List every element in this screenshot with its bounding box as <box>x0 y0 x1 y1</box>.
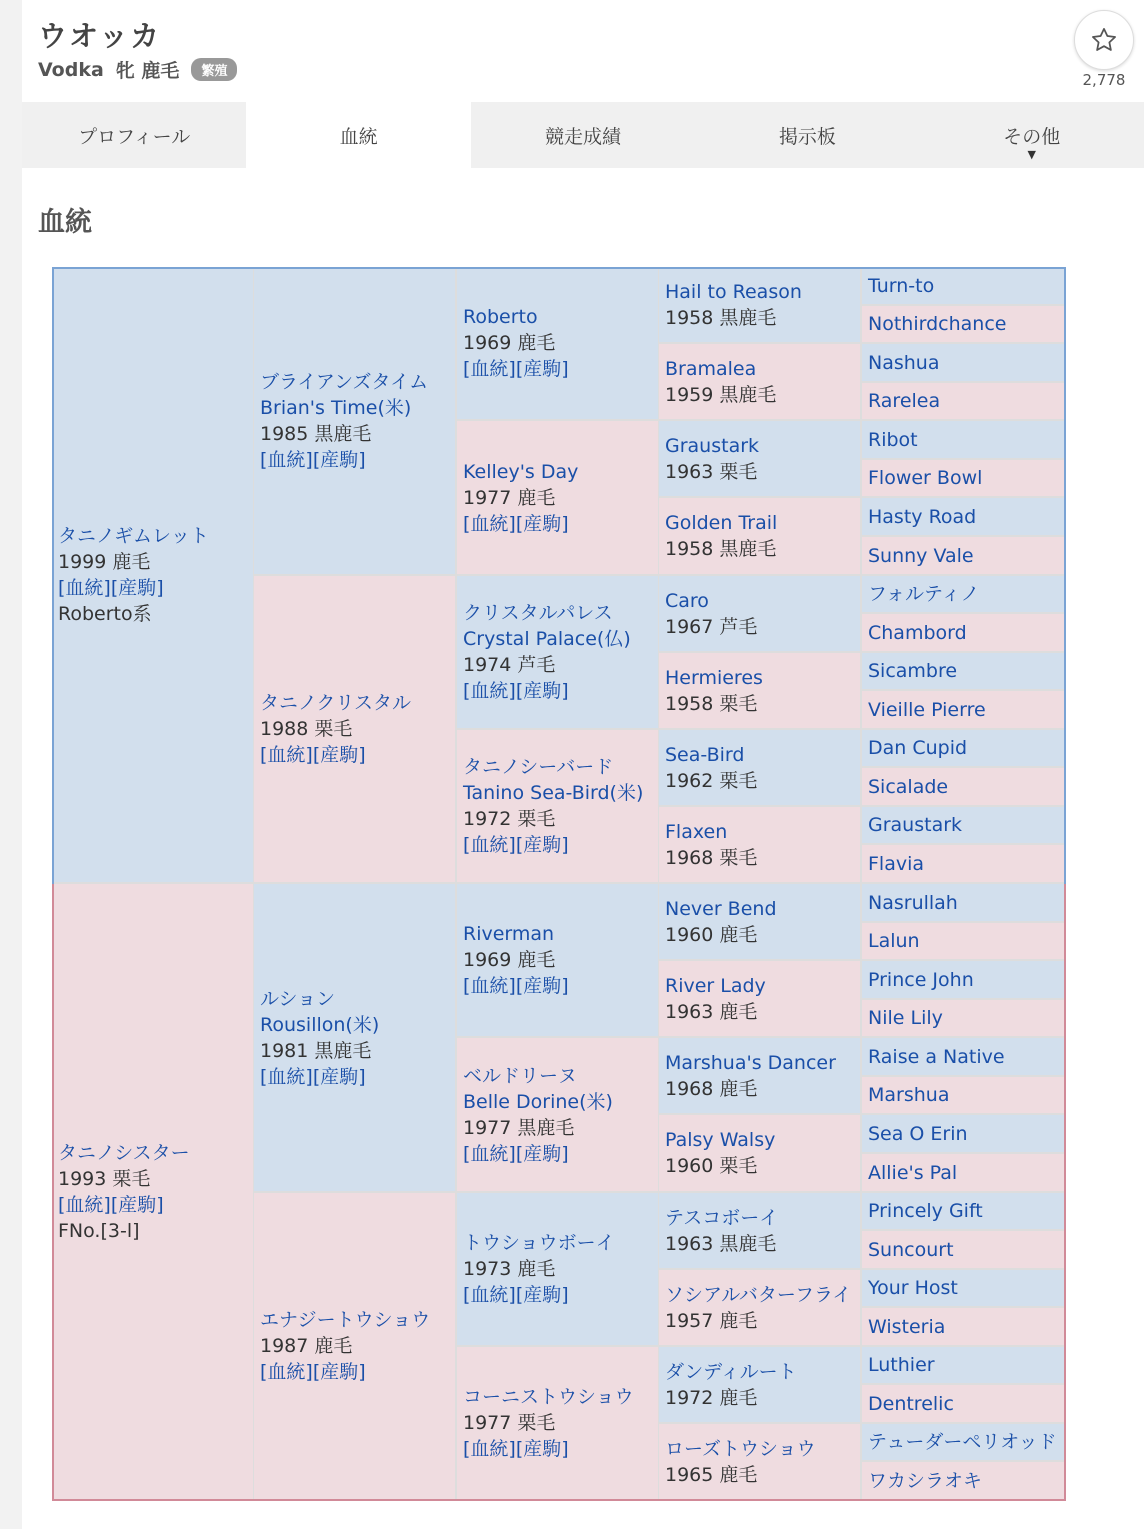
horse-details <box>116 56 180 83</box>
tab-profile[interactable] <box>22 102 246 168</box>
pedigree-cell-content <box>58 523 251 627</box>
pedigree-text: 1988 栗毛 <box>260 718 353 740</box>
pedigree-link[interactable]: Nasrullah <box>868 891 958 914</box>
tab-other[interactable] <box>920 102 1144 168</box>
pedigree-cell-gen4 <box>659 498 860 574</box>
pedigree-link[interactable]: Crystal Palace(仏) <box>463 628 631 650</box>
pedigree-link[interactable]: Sunny Vale <box>868 544 974 567</box>
pedigree-cell-gen1 <box>52 884 253 1499</box>
pedigree-cell-content <box>463 1384 656 1462</box>
pedigree-cell-gen4 <box>659 730 860 805</box>
pedigree-link[interactable]: Graustark <box>665 434 760 457</box>
pedigree-link[interactable]: コーニストウショウ <box>463 1386 634 1408</box>
pedigree-cell-content <box>665 1436 858 1488</box>
pedigree-cell-content <box>665 510 858 562</box>
favorite-button[interactable] <box>1074 10 1134 70</box>
pedigree-cell-gen5 <box>862 537 1064 574</box>
pedigree-link[interactable]: Raise a Native <box>868 1045 1005 1068</box>
pedigree-cell-content <box>868 543 1062 569</box>
pedigree-cell-gen5 <box>862 653 1064 689</box>
pedigree-link[interactable]: タニノシーバード <box>463 756 614 778</box>
pedigree-link[interactable]: Your Host <box>868 1277 958 1299</box>
pedigree-cell-content <box>868 311 1062 337</box>
pedigree-link[interactable]: エナジートウショウ <box>260 1309 431 1331</box>
pedigree-cell-content <box>665 1127 858 1179</box>
pedigree-cell-gen5 <box>862 1038 1064 1075</box>
pedigree-link[interactable]: Allie's Pal <box>868 1161 958 1184</box>
pedigree-link[interactable]: Palsy Walsy <box>665 1129 776 1151</box>
pedigree-cell-content <box>665 665 858 717</box>
pedigree-cell-gen5 <box>862 460 1064 496</box>
pedigree-link[interactable]: Flavia <box>868 852 925 875</box>
pedigree-cell-gen5 <box>862 1347 1064 1383</box>
pedigree-cell-content <box>868 620 1062 646</box>
pedigree-text: 1987 鹿毛 <box>260 1335 353 1357</box>
pedigree-link[interactable]: [血統][産駒] <box>260 744 366 766</box>
tab-race-results[interactable] <box>471 102 695 168</box>
horse-name-en: Vodka <box>38 58 104 81</box>
pedigree-text: 1957 鹿毛 <box>665 1309 758 1332</box>
pedigree-cell-content <box>463 459 656 537</box>
pedigree-cell-content <box>260 369 453 473</box>
pedigree-cell-content <box>868 1314 1062 1340</box>
pedigree-cell-content <box>665 433 858 485</box>
pedigree-cell-gen5 <box>862 961 1064 998</box>
pedigree-cell-content <box>868 388 1062 414</box>
pedigree-link[interactable]: [血統][産駒] <box>463 512 569 535</box>
pedigree-cell-content <box>463 1063 656 1167</box>
pedigree-cell-content <box>868 350 1062 376</box>
pedigree-cell-content <box>665 896 858 948</box>
pedigree-link[interactable]: Bramalea <box>665 357 757 380</box>
pedigree-link[interactable]: [血統][産駒] <box>463 1142 569 1165</box>
pedigree-text: 1973 鹿毛 <box>463 1258 556 1280</box>
pedigree-cell-gen4 <box>659 344 860 419</box>
pedigree-cell-content <box>58 1140 251 1244</box>
pedigree-cell-content <box>868 1082 1062 1108</box>
pedigree-text: 1959 黒鹿毛 <box>665 383 777 406</box>
pedigree-link[interactable]: Lalun <box>868 930 920 952</box>
pedigree-cell-gen5 <box>862 1000 1064 1036</box>
pedigree-link[interactable]: ベルドリーヌ <box>463 1064 578 1087</box>
pedigree-text: FNo.[3-l] <box>58 1219 140 1242</box>
pedigree-cell-gen4 <box>659 961 860 1036</box>
pedigree-link[interactable]: Dentrelic <box>868 1392 954 1415</box>
pedigree-cell-gen5 <box>862 691 1064 728</box>
pedigree-cell-content <box>868 1198 1062 1224</box>
pedigree-link[interactable]: ルション <box>260 987 336 1010</box>
pedigree-cell-gen5 <box>862 344 1064 381</box>
pedigree-cell-gen3 <box>457 576 658 728</box>
pedigree-link[interactable]: Wisteria <box>868 1315 946 1338</box>
horse-coat: 鹿毛 <box>141 60 180 82</box>
pedigree-cell-content <box>868 774 1062 800</box>
tab-label: 競走成績 <box>544 125 621 148</box>
pedigree-cell-content <box>868 697 1062 723</box>
pedigree-cell-content <box>868 1352 1062 1378</box>
pedigree-cell-gen5 <box>862 923 1064 959</box>
pedigree-link[interactable]: ワカシラオキ <box>868 1469 983 1492</box>
pedigree-cell-gen5 <box>862 1115 1064 1152</box>
pedigree-link[interactable]: Hasty Road <box>868 505 977 528</box>
pedigree-link[interactable]: Hermieres <box>665 666 763 689</box>
pedigree-cell-gen5 <box>862 730 1064 766</box>
pedigree-link[interactable]: Nashua <box>868 351 940 374</box>
pedigree-link[interactable]: Nile Lily <box>868 1007 943 1029</box>
pedigree-cell-content <box>868 1429 1062 1455</box>
pedigree-table <box>52 267 1066 1501</box>
pedigree-cell-content <box>665 1359 858 1411</box>
pedigree-link[interactable]: Rarelea <box>868 390 941 412</box>
pedigree-text: 1985 黒鹿毛 <box>260 422 372 445</box>
pedigree-text: 1958 栗毛 <box>665 692 758 715</box>
pedigree-link[interactable]: Flaxen <box>665 820 728 843</box>
pedigree-link[interactable]: ローズトウショウ <box>665 1437 816 1460</box>
pedigree-cell-gen5 <box>862 1077 1064 1113</box>
page <box>22 0 1144 1529</box>
tab-bar <box>22 102 1144 168</box>
pedigree-link[interactable]: トウショウボーイ <box>463 1232 615 1254</box>
pedigree-link[interactable]: ブライアンズタイム <box>260 370 429 393</box>
pedigree-link[interactable]: Sicalade <box>868 775 949 798</box>
pedigree-cell-content <box>868 851 1062 877</box>
pedigree-link[interactable]: Never Bend <box>665 897 777 920</box>
pedigree-link[interactable]: River Lady <box>665 974 766 997</box>
pedigree-cell-gen3 <box>457 1193 658 1345</box>
pedigree-cell-gen4 <box>659 1115 860 1191</box>
pedigree-cell-content <box>868 1160 1062 1186</box>
pedigree-cell-content <box>868 658 1062 684</box>
pedigree-link[interactable]: [血統][産駒] <box>260 448 366 471</box>
pedigree-link[interactable]: Nothirdchance <box>868 313 1007 335</box>
pedigree-cell-content <box>868 581 1062 607</box>
pedigree-link[interactable]: Sea-Bird <box>665 743 745 766</box>
pedigree-cell-gen4 <box>659 1347 860 1422</box>
pedigree-link[interactable]: [血統][産駒] <box>260 1065 366 1088</box>
pedigree-link[interactable]: Dan Cupid <box>868 737 968 759</box>
horse-header <box>22 0 1144 100</box>
pedigree-text: 1963 黒鹿毛 <box>665 1232 777 1255</box>
pedigree-text: 1972 栗毛 <box>463 808 556 830</box>
pedigree-link[interactable]: Hail to Reason <box>665 280 802 303</box>
pedigree-cell-content <box>463 600 656 704</box>
pedigree-cell-gen5 <box>862 845 1064 882</box>
pedigree-cell-content <box>868 1121 1062 1147</box>
pedigree-link[interactable]: テューダーペリオッド <box>868 1431 1057 1453</box>
pedigree-cell-gen2 <box>254 1193 455 1499</box>
pedigree-cell-gen2 <box>254 576 455 882</box>
pedigree-cell-content <box>463 1230 656 1308</box>
pedigree-link[interactable]: Flower Bowl <box>868 467 983 489</box>
pedigree-cell-content <box>868 1468 1062 1494</box>
pedigree-link[interactable]: Prince John <box>868 968 974 991</box>
star-icon <box>1090 26 1118 54</box>
pedigree-cell-content <box>665 279 858 331</box>
tab-label: 掲示板 <box>778 125 836 148</box>
pedigree-text: 1974 芦毛 <box>463 654 556 676</box>
pedigree-link[interactable]: Brian's Time(米) <box>260 396 412 419</box>
pedigree-text: 1977 黒鹿毛 <box>463 1116 575 1139</box>
pedigree-cell-content <box>260 1307 453 1385</box>
pedigree-text: 1999 鹿毛 <box>58 550 151 573</box>
pedigree-cell-content <box>868 1005 1062 1031</box>
pedigree-cell-gen5 <box>862 306 1064 342</box>
pedigree-text: 1968 鹿毛 <box>665 1077 758 1100</box>
pedigree-text: 1967 芦毛 <box>665 615 758 638</box>
pedigree-text: 1969 鹿毛 <box>463 332 556 354</box>
pedigree-cell-content <box>868 465 1062 491</box>
pedigree-link[interactable]: Golden Trail <box>665 512 778 534</box>
pedigree-link[interactable]: タニノクリスタル <box>260 692 412 714</box>
pedigree-cell-gen4 <box>659 1038 860 1113</box>
pedigree-link[interactable]: Kelley's Day <box>463 460 579 483</box>
pedigree-cell-content <box>665 1050 858 1102</box>
pedigree-link[interactable]: [血統][産駒] <box>463 975 569 997</box>
pedigree-text: 1963 栗毛 <box>665 460 758 483</box>
chevron-down-icon: ▼ <box>1027 148 1036 161</box>
pedigree-text: 1962 栗毛 <box>665 769 758 792</box>
pedigree-text: 1958 黒鹿毛 <box>665 306 777 329</box>
pedigree-link[interactable]: [血統][産駒] <box>260 1361 366 1383</box>
pedigree-cell-gen3 <box>457 1347 658 1499</box>
pedigree-cell-gen5 <box>862 576 1064 612</box>
pedigree-cell-content <box>260 986 453 1090</box>
pedigree-link[interactable]: Chambord <box>868 621 967 644</box>
pedigree-text: 1960 鹿毛 <box>665 923 758 946</box>
pedigree-link[interactable]: Roberto <box>463 306 538 328</box>
pedigree-link[interactable]: [血統][産駒] <box>463 1284 569 1306</box>
pedigree-link[interactable]: ソシアルバターフライ <box>665 1283 852 1306</box>
pedigree-cell-gen5 <box>862 614 1064 651</box>
pedigree-cell-gen1 <box>52 267 253 882</box>
pedigree-text: 1968 栗毛 <box>665 846 758 869</box>
pedigree-link[interactable]: [血統][産駒] <box>463 834 569 856</box>
tab-label: 血統 <box>339 125 378 148</box>
horse-name: ウオッカ <box>38 19 162 53</box>
pedigree-cell-content <box>868 1044 1062 1070</box>
pedigree-cell-gen5 <box>862 1308 1064 1345</box>
pedigree-text: 1960 栗毛 <box>665 1155 758 1177</box>
pedigree-cell-gen2 <box>254 267 455 574</box>
tab-pedigree[interactable] <box>246 102 470 168</box>
pedigree-cell-content <box>463 921 656 999</box>
pedigree-cell-content <box>665 973 858 1025</box>
pedigree-link[interactable]: Turn-to <box>868 274 935 297</box>
pedigree-cell-gen5 <box>862 1270 1064 1306</box>
pedigree-cell-gen5 <box>862 267 1064 304</box>
pedigree-cell-gen5 <box>862 768 1064 805</box>
pedigree-cell-gen5 <box>862 1231 1064 1268</box>
pedigree-cell-content <box>665 588 858 640</box>
pedigree-cell-content <box>665 1282 858 1334</box>
pedigree-cell-gen5 <box>862 383 1064 419</box>
pedigree-cell-gen3 <box>457 421 658 574</box>
pedigree-text: 1963 鹿毛 <box>665 1000 758 1023</box>
status-badge: 繁殖 <box>191 58 237 81</box>
pedigree-link[interactable]: Luthier <box>868 1354 935 1376</box>
pedigree-cell-content <box>868 1391 1062 1417</box>
pedigree-link[interactable]: Graustark <box>868 814 963 836</box>
pedigree-link[interactable]: Rousillon(米) <box>260 1013 380 1036</box>
pedigree-text: 1969 鹿毛 <box>463 949 556 971</box>
pedigree-link[interactable]: Belle Dorine(米) <box>463 1090 613 1113</box>
horse-sex: 牝 <box>115 60 135 82</box>
pedigree-cell-gen5 <box>862 1424 1064 1460</box>
pedigree-text: 1977 栗毛 <box>463 1412 556 1434</box>
favorite-count: 2,778 <box>1082 71 1126 89</box>
pedigree-cell-content <box>868 1275 1062 1301</box>
pedigree-cell-content <box>868 273 1062 299</box>
horse-subtitle <box>38 56 237 83</box>
pedigree-cell-gen4 <box>659 576 860 651</box>
pedigree-link[interactable]: Sicambre <box>868 660 958 682</box>
pedigree-text: 1993 栗毛 <box>58 1167 151 1190</box>
pedigree-cell-content <box>260 690 453 768</box>
pedigree-link[interactable]: [血統][産駒] <box>58 576 164 599</box>
pedigree-cell-gen5 <box>862 498 1064 535</box>
pedigree-link[interactable]: Caro <box>665 589 709 612</box>
pedigree-text: 1965 鹿毛 <box>665 1463 758 1486</box>
pedigree-cell-gen3 <box>457 884 658 1036</box>
pedigree-cell-gen4 <box>659 267 860 342</box>
pedigree-cell-gen4 <box>659 653 860 728</box>
section-title: 血統 <box>38 207 92 238</box>
pedigree-cell-content <box>868 1237 1062 1263</box>
pedigree-cell-gen3 <box>457 267 658 419</box>
pedigree-link[interactable]: ダンディルート <box>665 1360 797 1383</box>
pedigree-link[interactable]: フォルティノ <box>868 583 980 605</box>
pedigree-link[interactable]: Marshua's Dancer <box>665 1051 836 1074</box>
pedigree-cell-gen4 <box>659 884 860 959</box>
pedigree-cell-content <box>868 735 1062 761</box>
pedigree-link[interactable]: Marshua <box>868 1084 950 1106</box>
pedigree-link[interactable]: Riverman <box>463 923 555 945</box>
pedigree-link[interactable]: [血統][産駒] <box>463 1438 569 1460</box>
tab-board[interactable] <box>695 102 919 168</box>
pedigree-cell-gen2 <box>254 884 455 1191</box>
pedigree-text: 1972 鹿毛 <box>665 1386 758 1409</box>
pedigree-cell-gen5 <box>862 807 1064 843</box>
pedigree-cell-content <box>665 742 858 794</box>
pedigree-cell-gen4 <box>659 1193 860 1268</box>
pedigree-cell-gen5 <box>862 421 1064 458</box>
pedigree-link[interactable]: テスコボーイ <box>665 1206 779 1229</box>
pedigree-link[interactable]: Tanino Sea-Bird(米) <box>463 782 644 804</box>
pedigree-cell-content <box>665 356 858 408</box>
pedigree-link[interactable]: [血統][産駒] <box>463 358 569 380</box>
pedigree-cell-gen5 <box>862 884 1064 921</box>
pedigree-cell-gen4 <box>659 421 860 496</box>
pedigree-cell-content <box>665 1205 858 1257</box>
pedigree-link[interactable]: Suncourt <box>868 1238 954 1261</box>
pedigree-link[interactable]: Vieille Pierre <box>868 698 986 721</box>
pedigree-link[interactable]: Ribot <box>868 428 918 451</box>
pedigree-cell-content <box>868 928 1062 954</box>
tab-label: プロフィール <box>78 125 191 148</box>
pedigree-text: 1977 鹿毛 <box>463 486 556 509</box>
pedigree-cell-gen5 <box>862 1154 1064 1191</box>
pedigree-link[interactable]: クリスタルパレス <box>463 602 613 624</box>
pedigree-text: 1958 黒鹿毛 <box>665 538 777 560</box>
pedigree-cell-gen5 <box>862 1193 1064 1229</box>
pedigree-cell-gen3 <box>457 1038 658 1191</box>
pedigree-cell-content <box>463 304 656 382</box>
pedigree-cell-gen5 <box>862 1385 1064 1422</box>
pedigree-cell-content <box>463 754 656 858</box>
pedigree-link[interactable]: Princely Gift <box>868 1200 983 1222</box>
pedigree-cell-content <box>868 812 1062 838</box>
pedigree-link[interactable]: タニノギムレット <box>58 524 209 547</box>
pedigree-cell-gen4 <box>659 1270 860 1345</box>
pedigree-cell-gen5 <box>862 1462 1064 1499</box>
pedigree-link[interactable]: タニノシスター <box>58 1141 190 1164</box>
pedigree-cell-content <box>868 504 1062 530</box>
pedigree-cell-content <box>665 819 858 871</box>
pedigree-link[interactable]: [血統][産駒] <box>463 680 569 702</box>
pedigree-cell-content <box>868 890 1062 916</box>
pedigree-cell-content <box>868 967 1062 993</box>
tab-label: その他 <box>1003 125 1061 148</box>
pedigree-link[interactable]: [血統][産駒] <box>58 1193 164 1216</box>
pedigree-link[interactable]: Sea O Erin <box>868 1122 968 1145</box>
pedigree-text: 1981 黒鹿毛 <box>260 1039 372 1062</box>
pedigree-cell-content <box>868 427 1062 453</box>
pedigree-cell-gen4 <box>659 1424 860 1499</box>
pedigree-cell-gen4 <box>659 807 860 882</box>
pedigree-cell-gen3 <box>457 730 658 882</box>
pedigree-text: Roberto系 <box>58 602 152 625</box>
